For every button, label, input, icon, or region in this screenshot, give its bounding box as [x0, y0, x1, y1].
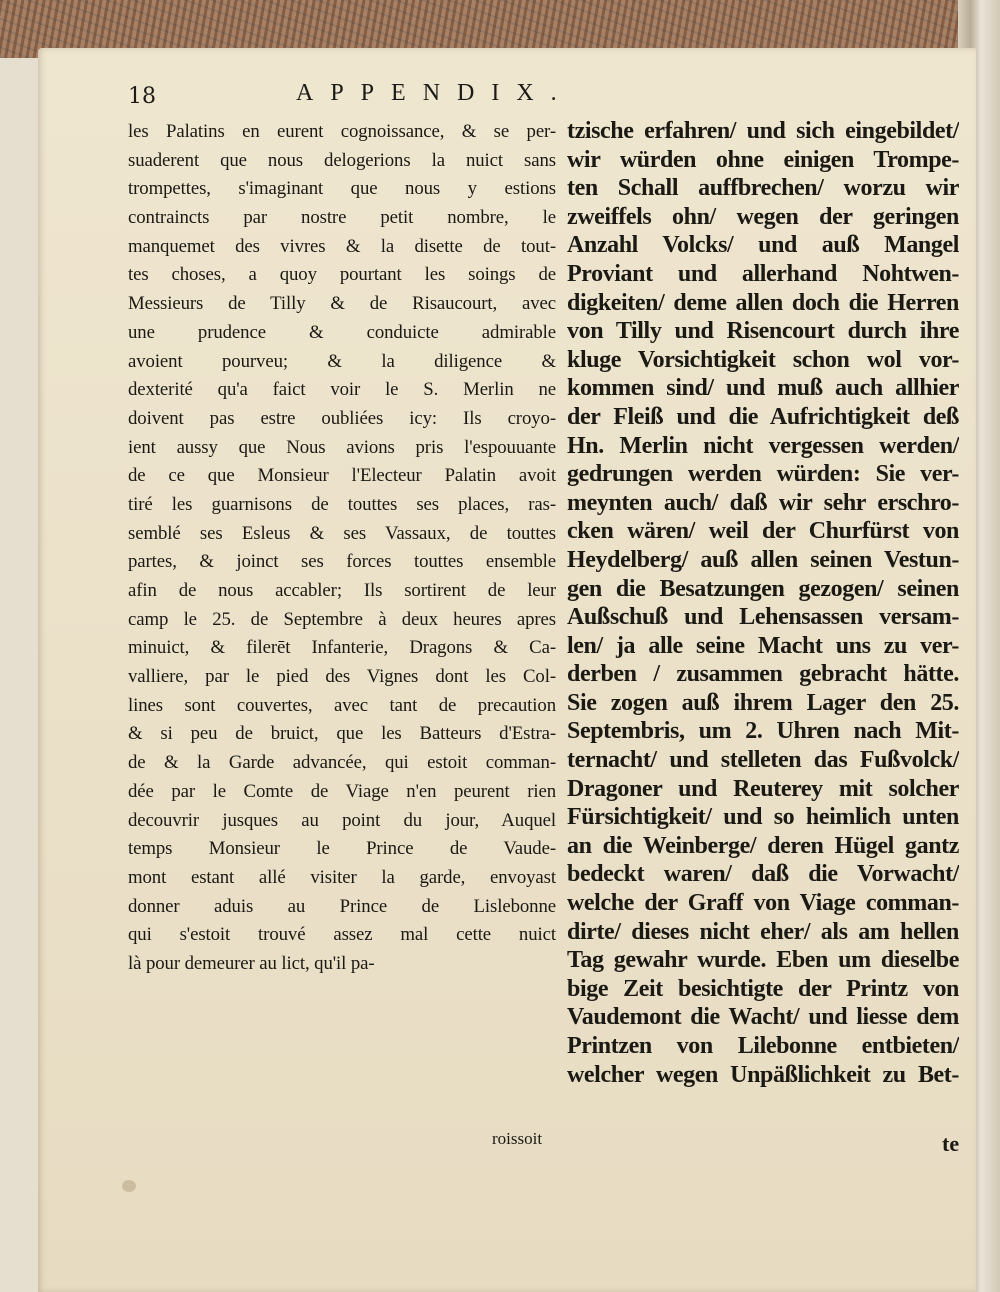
- text-line: avoient pourveu; & la diligence &: [128, 350, 556, 372]
- page-number: 18: [128, 84, 156, 109]
- text-line: minuict, & filerēt Infanterie, Dragons & Ca-: [128, 637, 556, 659]
- text-line: Anzahl Volcks/ und auß Mangel: [567, 232, 959, 259]
- text-line: manquemet des vivres & la disette de tout-: [128, 235, 556, 257]
- text-line: ient aussy que Nous avions pris l'espouuante: [128, 436, 556, 458]
- text-line: gedrungen werden würden: Sie ver-: [567, 461, 959, 488]
- text-line: Außschuß und Lehensassen versam-: [567, 604, 959, 631]
- text-line: dirte/ dieses nicht eher/ als am hellen: [567, 918, 959, 945]
- text-line: afin de nous accabler; Ils sortirent de leur: [128, 580, 556, 601]
- text-line: kluge Vorsichtigkeit schon wol vor-: [567, 346, 959, 373]
- text-line: der Fleiß und die Aufrichtigkeit deß: [567, 403, 959, 430]
- text-line: Fürsichtigkeit/ und so heimlich unten: [567, 804, 959, 831]
- text-line: bedeckt waren/ daß die Vorwacht/: [567, 861, 959, 888]
- text-line: Proviant und allerhand Nohtwen-: [567, 260, 959, 287]
- text-line: camp le 25. de Septembre à deux heures apres: [128, 608, 556, 630]
- text-line: contraincts par nostre petit nombre, le: [128, 207, 556, 229]
- text-line: Heydelberg/ auß allen seinen Vestun-: [567, 546, 959, 573]
- text-line: Hn. Merlin nicht vergessen werden/: [567, 432, 959, 459]
- text-line: valliere, par le pied des Vignes dont les Col-: [128, 666, 556, 688]
- text-line: an die Weinberge/ deren Hügel gantz: [567, 832, 959, 859]
- text-line: cken wären/ weil der Churfürst von: [567, 518, 959, 545]
- text-line: Septembris, um 2. Uhren nach Mit-: [567, 718, 959, 745]
- text-line: welcher wegen Unpäßlichkeit zu Bet-: [567, 1061, 959, 1088]
- text-line: de ce que Monsieur l'Electeur Palatin avoit: [128, 465, 556, 487]
- german-text-column: [567, 117, 959, 1089]
- text-line: donner aduis au Prince de Lislebonne: [128, 895, 556, 917]
- text-line: von Tilly und Risencourt durch ihre: [567, 318, 959, 345]
- page-header: [128, 80, 708, 114]
- french-text-column: [128, 118, 556, 979]
- text-line: zweiffels ohn/ wegen der geringen: [567, 203, 959, 230]
- text-line: partes, & joinct ses forces touttes ensemble: [128, 551, 556, 573]
- paper-stain: [122, 1180, 136, 1192]
- text-line: ten Schall auffbrechen/ worzu wir: [567, 175, 959, 202]
- text-line: derben / zusammen gebracht hätte.: [567, 661, 959, 688]
- text-line: bige Zeit besichtigte der Printz von: [567, 975, 959, 1002]
- text-line: ternacht/ und stelleten das Fußvolck/: [567, 747, 959, 774]
- text-line: de & la Garde advancée, qui estoit comman-: [128, 752, 556, 774]
- text-line: Vaudemont die Wacht/ und liesse dem: [567, 1004, 959, 1031]
- text-line: meynten auch/ daß wir sehr erschro-: [567, 489, 959, 516]
- text-line: dexterité qu'a faict voir le S. Merlin ne: [128, 379, 556, 401]
- text-line: tzische erfahren/ und sich eingebildet/: [567, 118, 959, 144]
- text-line: Sie zogen auß ihrem Lager den 25.: [567, 689, 959, 716]
- text-line: là pour demeurer au lict, qu'il pa-: [128, 952, 375, 974]
- text-line: dée par le Comte de Viage n'en peurent rien: [128, 780, 556, 802]
- text-line: semblé ses Esleus & ses Vassaux, de touttes: [128, 522, 556, 544]
- text-line: digkeiten/ deme allen doch die Herren: [567, 289, 959, 316]
- catchword-left: roissoit: [492, 1129, 543, 1148]
- text-line: tiré les guarnisons de touttes ses places, ras-: [128, 493, 556, 515]
- text-line: une prudence & conduicte admirable: [128, 321, 556, 343]
- text-line: Dragoner und Reuterey mit solcher: [567, 775, 959, 802]
- text-line: wir würden ohne einigen Trompe-: [567, 146, 959, 173]
- text-line: lines sont couvertes, avec tant de precaution: [128, 694, 556, 716]
- text-line: qui s'estoit trouvé assez mal cette nuict: [128, 924, 556, 946]
- text-line: trompettes, s'imaginant que nous y estions: [128, 178, 556, 200]
- running-head: APPENDIX.: [296, 80, 574, 106]
- text-line: kommen sind/ und muß auch allhier: [567, 375, 959, 402]
- catchword-right: te: [942, 1131, 960, 1156]
- text-line: len/ ja alle seine Macht uns zu ver-: [567, 632, 959, 659]
- text-line: Printzen von Lilebonne entbieten/: [567, 1033, 959, 1059]
- text-line: welche der Graff von Viage comman-: [567, 890, 959, 917]
- text-line: suaderent que nous delogerions la nuict sans: [128, 149, 556, 171]
- text-line: & si peu de bruict, que les Batteurs d'Estra-: [128, 723, 556, 745]
- text-line: temps Monsieur le Prince de Vaude-: [128, 838, 556, 860]
- text-line: Messieurs de Tilly & de Risaucourt, avec: [128, 293, 556, 315]
- text-line: decouvrir jusques au point du jour, Auquel: [128, 809, 556, 831]
- text-line: les Palatins en eurent cognoissance, & se per-: [128, 121, 556, 142]
- text-line: mont estant allé visiter la garde, envoyast: [128, 866, 556, 888]
- text-line: tes choses, a quoy pourtant les soings de: [128, 264, 556, 286]
- text-line: gen die Besatzungen gezogen/ seinen: [567, 575, 959, 602]
- text-line: doivent pas estre oubliées icy: Ils croyo-: [128, 407, 556, 429]
- text-line: Tag gewahr wurde. Eben um dieselbe: [567, 947, 959, 974]
